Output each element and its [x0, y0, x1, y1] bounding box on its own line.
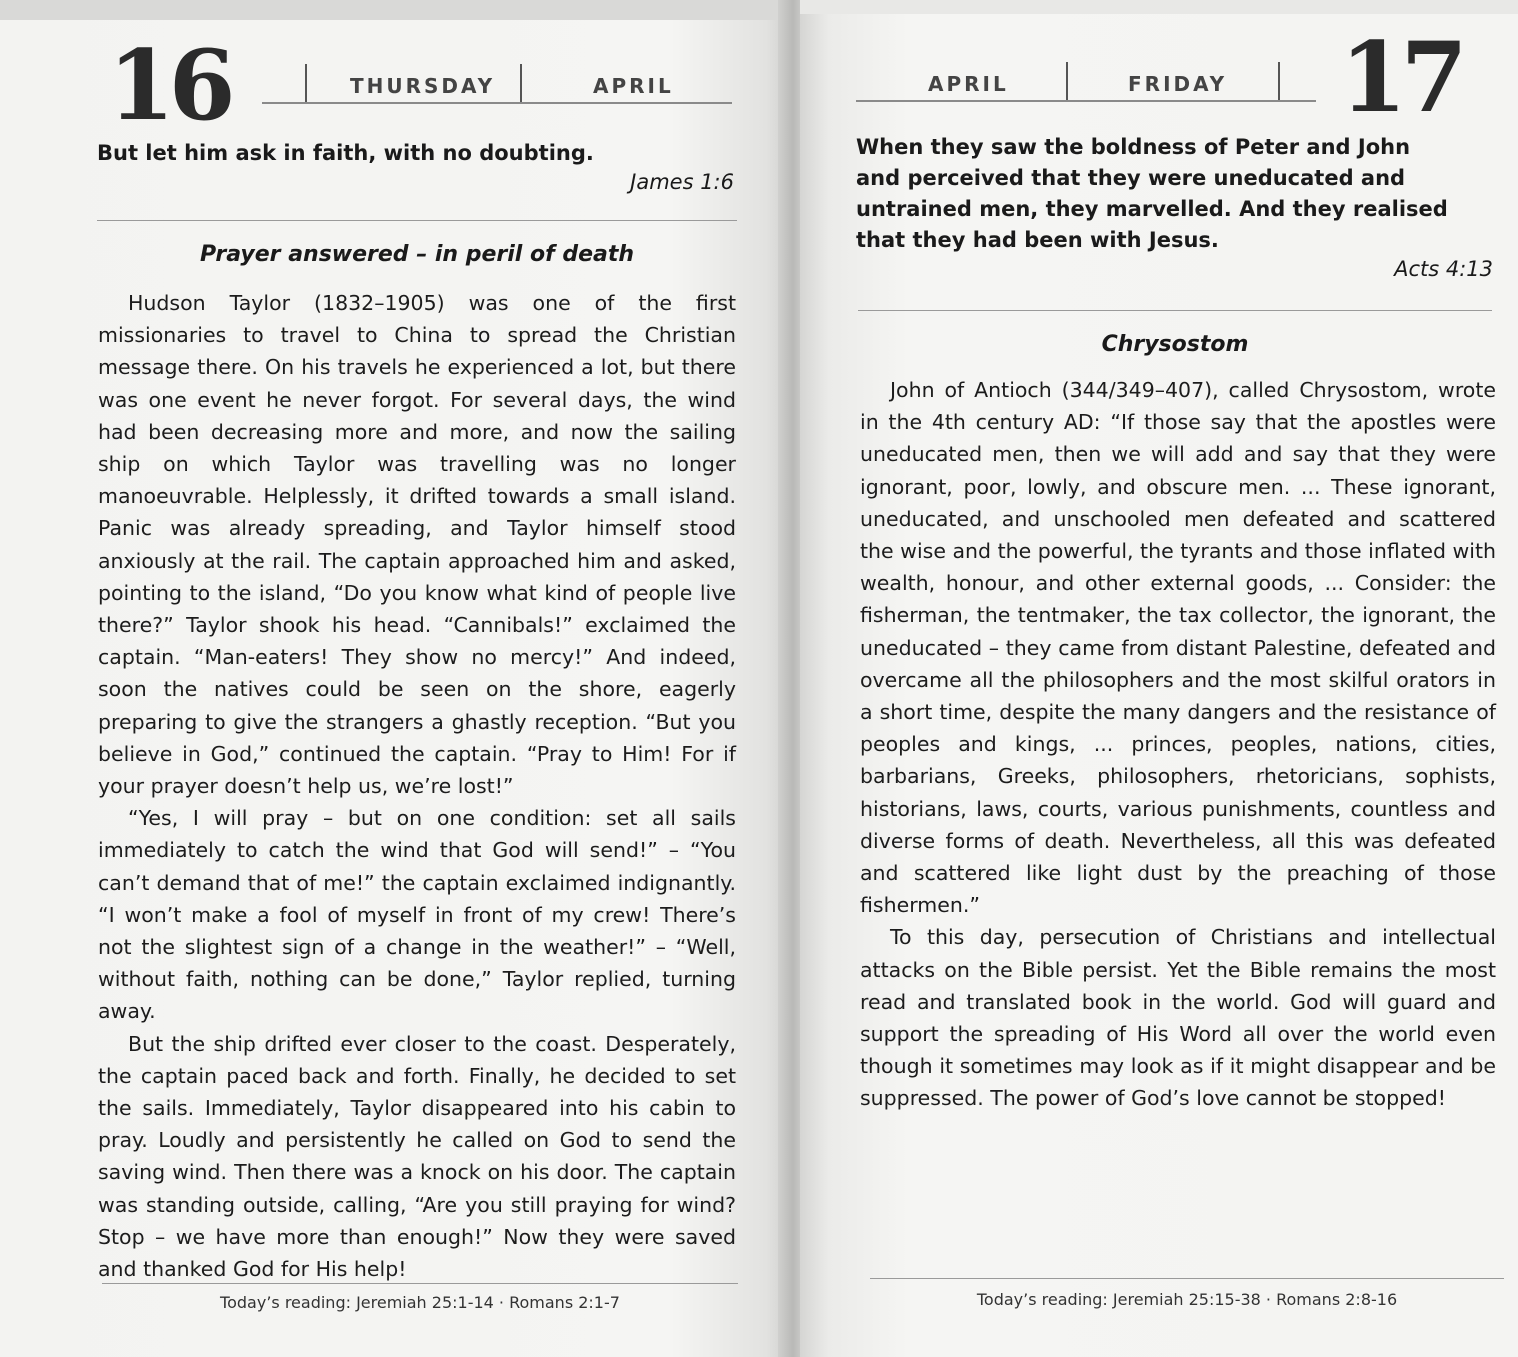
day-number-right: 17: [1340, 21, 1462, 134]
devotion-body-left: [98, 287, 736, 1285]
paragraph: But the ship drifted ever closer to the coast. Desperately, the captain paced back and forth. Finally, he decided to set the sails. Immediately, Taylor disappeared into his cabin to pray. Loudly and persistently he called on God to send the saving wind. Then there was a knock on his door. The captain was standing outside, calling, “Are you still praying for wind? Stop – we have more than enough!” Now they were saved and thanked God for His help!: [98, 1031, 736, 1282]
header-rule-left: [262, 102, 732, 104]
month-label-right: APRIL: [928, 72, 1009, 96]
header-divider: [1066, 62, 1068, 100]
verse-right: When they saw the boldness of Peter and John and perceived that they were uneducated and untrained men, they marvelled. And they realised that they had been with Jesus.: [856, 135, 1448, 252]
paragraph: “Yes, I will pray – but on one condition: set all sails immediately to catch the wind that God will send!” – “You can’t demand that of me!” the captain exclaimed indignantly. “I won’t make a fool of myself in front of my crew! There’s not the slightest sign of a change in the weather!” – “Well, without faith, nothing can be done,” Taylor replied, turning away.: [98, 806, 736, 1024]
todays-reading-right: Today’s reading: Jeremiah 25:15-38 · Romans 2:8-16: [976, 1290, 1398, 1309]
divider-right: [858, 310, 1492, 311]
verse-ref-left: James 1:6: [630, 170, 734, 194]
verse-ref-right: Acts 4:13: [1394, 257, 1493, 281]
weekday-label-left: THURSDAY: [350, 74, 496, 98]
day-number-left: 16: [108, 29, 230, 142]
month-label-left: APRIL: [593, 74, 674, 98]
divider-left: [97, 220, 737, 221]
header-divider: [1278, 62, 1280, 100]
header-rule-right: [856, 100, 1316, 102]
right-page: [800, 0, 1518, 1357]
footer-rule-right: [870, 1278, 1504, 1279]
todays-reading-left: Today’s reading: Jeremiah 25:1-14 · Romans 2:1-7: [220, 1293, 620, 1312]
weekday-label-right: FRIDAY: [1128, 72, 1228, 96]
verse-left: But let him ask in faith, with no doubting.: [97, 141, 594, 165]
paragraph: To this day, persecution of Christians and intellectual attacks on the Bible persist. Yet the Bible remains the most read and translated book in the world. God will guard and support the spreading of His Word all over the world even though it sometimes may look as if it might disappear and be suppressed. The power of God’s love cannot be stopped!: [860, 925, 1496, 1111]
header-divider: [305, 64, 307, 102]
paragraph: Hudson Taylor (1832–1905) was one of the first missionaries to travel to China to spread the Christian message there. On his travels he experienced a lot, but there was one event he never forgot. For several days, the wind had been decreasing more and more, and now the sailing ship on which Taylor was travelling was no longer manoeuvrable. Helplessly, it drifted towards a small island. Panic was already spreading, and Taylor himself stood anxiously at the rail. The captain approached him and asked, pointing to the island, “Do you know what kind of people live there?” Taylor shook his head. “Cannibals!” exclaimed the captain. “Man-eaters! They show no mercy!” And indeed, soon the natives could be seen on the shore, eagerly preparing to give the strangers a ghastly reception. “But you believe in God,” continued the captain. “Pray to Him! For if your prayer doesn’t help us, we’re lost!”: [98, 291, 736, 799]
devotion-title-left: Prayer answered – in peril of death: [199, 242, 635, 267]
header-divider: [520, 64, 522, 102]
devotion-title-right: Chrysostom: [1101, 332, 1249, 357]
footer-rule-left: [102, 1283, 738, 1284]
devotion-body-right: [860, 374, 1496, 1115]
paragraph: John of Antioch (344/349–407), called Chrysostom, wrote in the 4th century AD: “If those say that the apostles were uneducated men, then we will add and say that they were ignorant, poor, lowly, and obscure men. ... These ignorant, uneducated, and unschooled men defeated and scattered the wise and the powerful, the tyrants and those inflated with wealth, honour, and other external goods, ... Consider: the fisherman, the tentmaker, the tax collector, the ignorant, the uneducated – they came from distant Palestine, defeated and overcame all the philosophers and the most skilful orators in a short time, despite the many dangers and the resistance of peoples and kings, ... princes, peoples, nations, cities, barbarians, Greeks, philosophers, rhetoricians, sophists, historians, laws, courts, various punishments, countless and diverse forms of death. Nevertheless, all this was defeated and scattered like light dust by the preaching of those fishermen.”: [860, 378, 1496, 918]
